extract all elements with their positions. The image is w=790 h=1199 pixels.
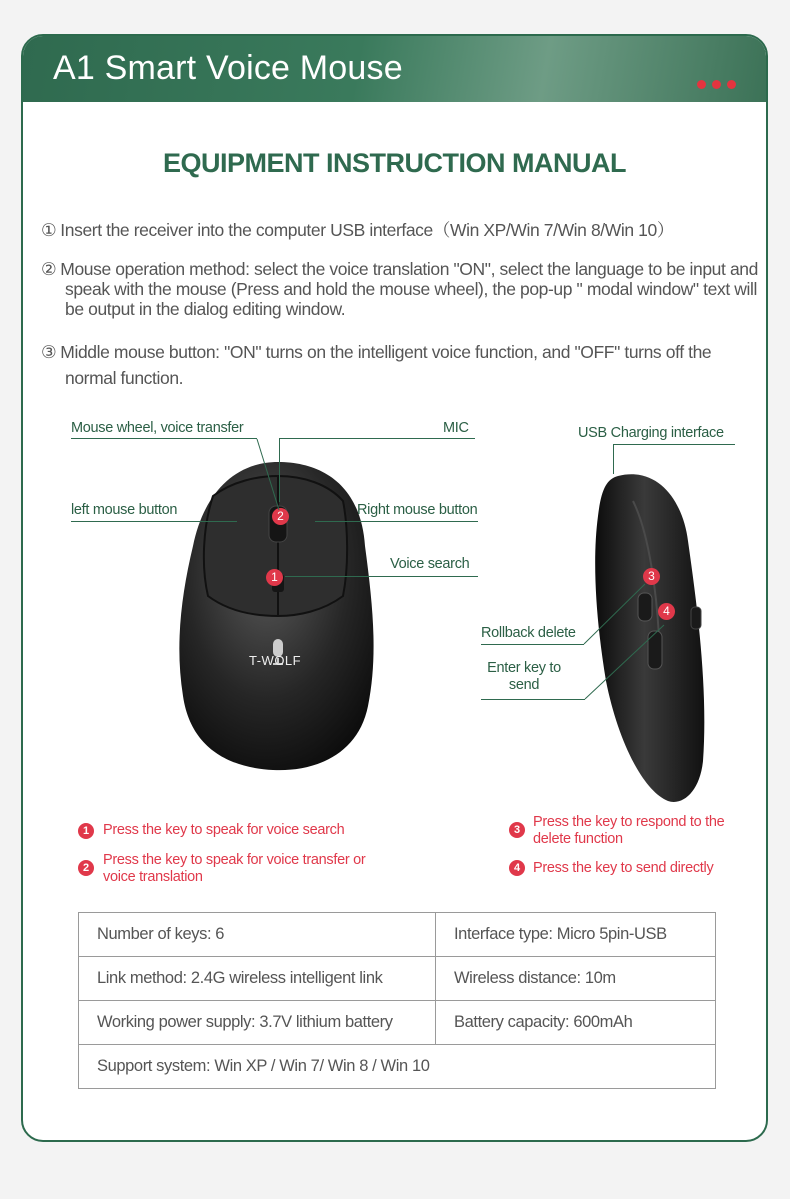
spec-distance: Wireless distance: 10m	[436, 957, 716, 1001]
leader-line	[613, 444, 614, 474]
leader-line	[71, 521, 237, 522]
leader-line	[279, 438, 280, 502]
button-1-badge: 1	[266, 569, 283, 586]
decorative-dots	[691, 76, 736, 94]
instruction-1	[41, 220, 756, 240]
table-row	[79, 913, 716, 957]
dot-icon	[697, 80, 706, 89]
manual-title: EQUIPMENT INSTRUCTION MANUAL	[163, 148, 626, 178]
spec-table	[78, 912, 716, 1089]
label-voice-search: Voice search	[390, 556, 470, 572]
instruction-text: Middle mouse button: "ON" turns on the intelligent voice function, and "OFF" turns off the normal function.	[60, 342, 712, 388]
instruction-2	[41, 259, 768, 319]
button-3-badge: 3	[643, 568, 660, 585]
spec-battery: Battery capacity: 600mAh	[436, 1001, 716, 1045]
instruction-number: ①	[41, 220, 57, 240]
spec-link: Link method: 2.4G wireless intelligent link	[79, 957, 436, 1001]
spec-keys: Number of keys: 6	[79, 913, 436, 957]
note-number-3: 3	[509, 822, 525, 838]
leader-line	[279, 438, 475, 439]
note-number-4: 4	[509, 860, 525, 876]
note-number-2: 2	[78, 860, 94, 876]
leader-line	[481, 699, 585, 700]
header-title: A1 Smart Voice Mouse	[53, 49, 403, 87]
note-1: Press the key to speak for voice search	[103, 822, 345, 838]
table-row	[79, 957, 716, 1001]
note-4: Press the key to send directly	[533, 860, 714, 876]
note-2: Press the key to speak for voice transfer or voice translation	[103, 852, 366, 885]
label-mic: MIC	[443, 420, 469, 436]
leader-line	[315, 521, 478, 522]
instruction-text: Insert the receiver into the computer USB interface（Win XP/Win 7/Win 8/Win 10）	[60, 220, 674, 240]
dot-icon	[712, 80, 721, 89]
label-rollback: Rollback delete	[481, 625, 576, 641]
label-enter-key: Enter key to send	[487, 660, 561, 693]
spec-interface: Interface type: Micro 5pin-USB	[436, 913, 716, 957]
header-banner	[23, 36, 766, 102]
label-usb: USB Charging interface	[578, 425, 724, 441]
product-card	[21, 34, 768, 1142]
table-row	[79, 1001, 716, 1045]
spec-system: Support system: Win XP / Win 7/ Win 8 / Win 10	[79, 1045, 716, 1089]
leader-line	[613, 444, 735, 445]
button-2-badge: 2	[272, 508, 289, 525]
instruction-number: ③	[41, 342, 57, 362]
button-4-badge: 4	[658, 603, 675, 620]
label-mouse-wheel: Mouse wheel, voice transfer	[71, 420, 244, 436]
leader-line	[253, 436, 293, 516]
note-number-1: 1	[78, 823, 94, 839]
leader-line	[582, 622, 672, 702]
spec-power: Working power supply: 3.7V lithium battery	[79, 1001, 436, 1045]
note-3: Press the key to respond to the delete function	[533, 814, 725, 847]
instruction-number: ②	[41, 259, 57, 279]
instruction-3	[41, 339, 765, 391]
leader-line	[481, 644, 584, 645]
label-right-button: Right mouse button	[357, 502, 478, 518]
dot-icon	[727, 80, 736, 89]
label-left-button: left mouse button	[71, 502, 178, 518]
leader-line	[285, 576, 478, 577]
table-row	[79, 1045, 716, 1089]
brand-logo: T-WOLF	[249, 653, 302, 668]
instruction-text: Mouse operation method: select the voice translation "ON", select the language to be input and speak with the mouse (Press and hold the mouse wheel), the pop-up " modal window" text will be output in the dialog editing window.	[60, 259, 758, 319]
leader-line	[71, 438, 257, 439]
